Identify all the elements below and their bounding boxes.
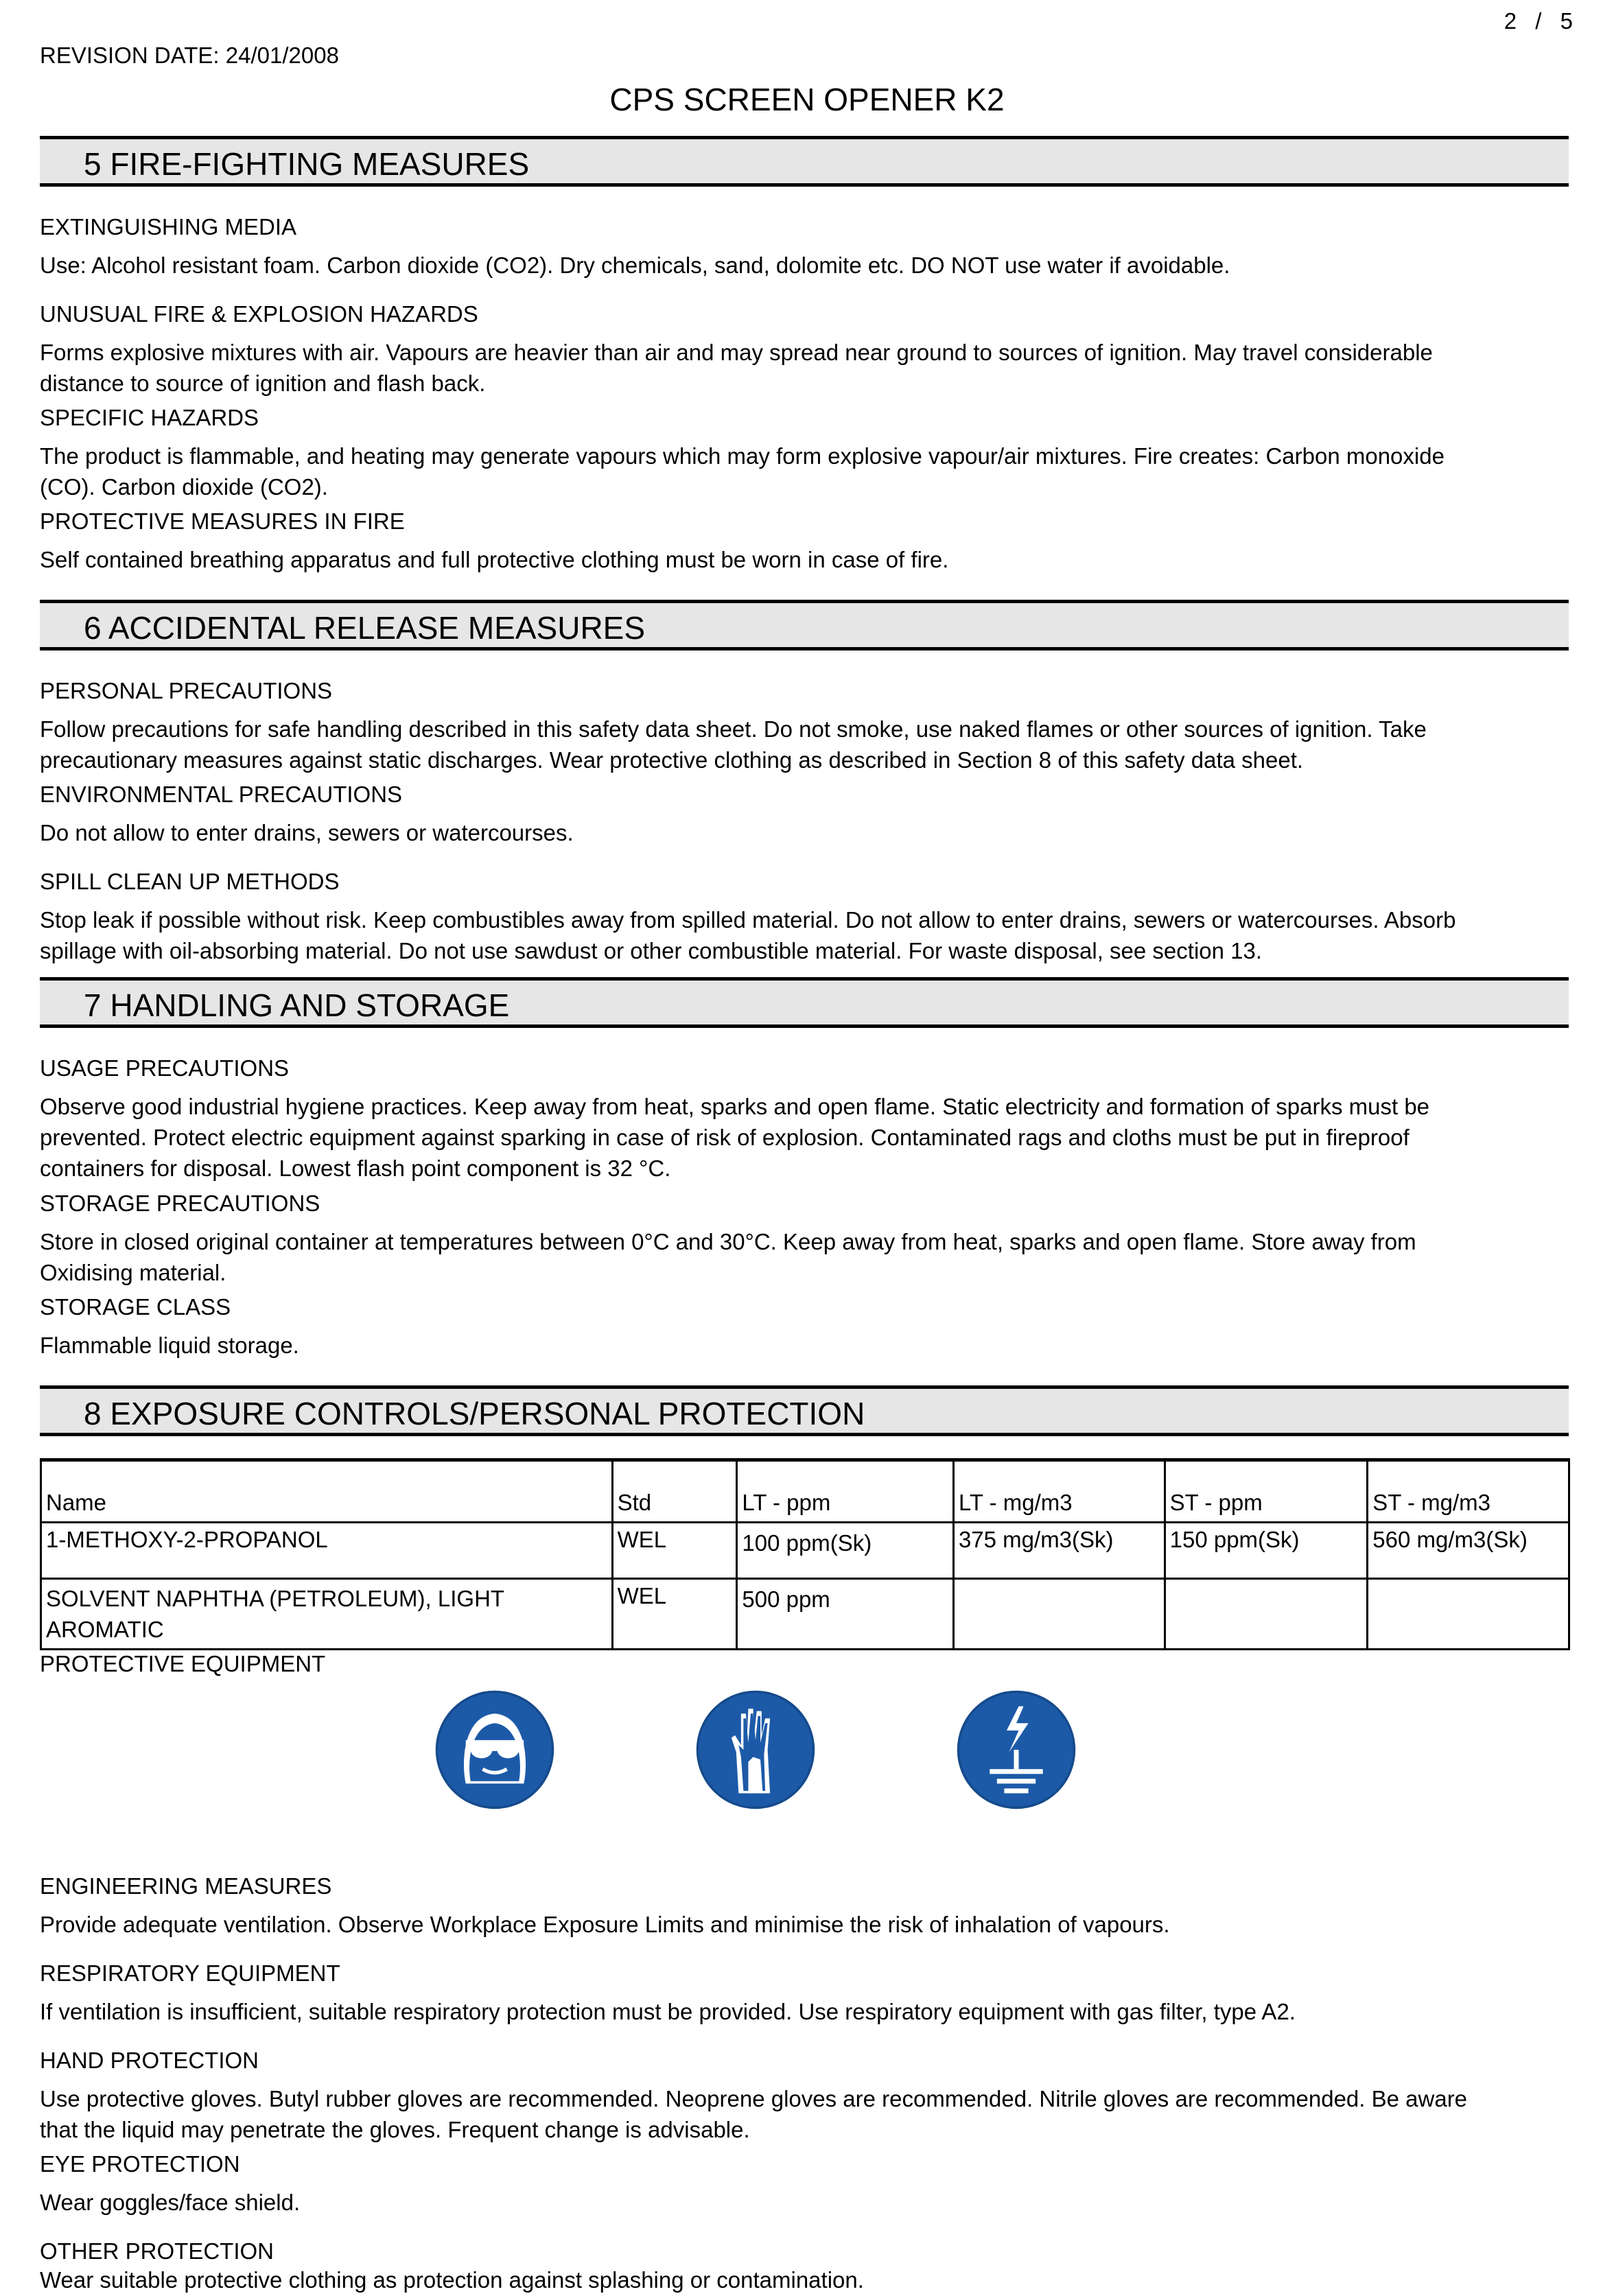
spill-cleanup-text: Stop leak if possible without risk. Keep combustibles away from spilled material. Do not allow to enter drains, sewers or watercourses. Absorb spillage with oil-absorbing material. Do not use sawdust or other combustible material. For waste disposal, see section 13. [40,907,1456,963]
hand-protection-text: Use protective gloves. Butyl rubber gloves are recommended. Neoprene gloves are recommended. Nitrile gloves are recommended. Be aware that the liquid may penetrate the gloves. Frequent change is advisable. [40,2086,1468,2142]
unusual-hazards-text: Forms explosive mixtures with air. Vapours are heavier than air and may spread near ground to sources of ignition. May travel considerable distance to source of ignition and flash back. [40,340,1433,396]
table-cell [953,1579,1165,1650]
storage-precautions-text: Store in closed original container at temperatures between 0°C and 30°C. Keep away from heat, sparks and open flame. Store away from Oxidising material. [40,1229,1416,1285]
environmental-precautions-heading: ENVIRONMENTAL PRECAUTIONS [40,782,403,807]
page-number: 2 / 5 [1504,8,1573,34]
extinguishing-media-text: Use: Alcohol resistant foam. Carbon dioxide (CO2). Dry chemicals, sand, dolomite etc. DO NOT use water if avoidable. [40,253,1230,278]
col-lt-ppm-header: LT - ppm [737,1460,954,1523]
revision-date: REVISION DATE: 24/01/2008 [40,43,339,68]
environmental-precautions-text: Do not allow to enter drains, sewers or watercourses. [40,820,574,845]
product-title: CPS SCREEN OPENER K2 [609,82,1005,117]
section-7-header: 7 HANDLING AND STORAGE [40,977,1569,1028]
unusual-hazards-heading: UNUSUAL FIRE & EXPLOSION HAZARDS [40,301,478,327]
table-cell: SOLVENT NAPHTHA (PETROLEUM), LIGHT AROMATIC [41,1579,613,1650]
section-8-header: 8 EXPOSURE CONTROLS/PERSONAL PROTECTION [40,1385,1569,1436]
section-5-header: 5 FIRE-FIGHTING MEASURES [40,136,1569,187]
storage-class-heading: STORAGE CLASS [40,1294,231,1320]
table-cell: WEL [612,1523,737,1579]
protective-measures-text: Self contained breathing apparatus and full protective clothing must be worn in case of fire. [40,547,949,572]
usage-precautions-text: Observe good industrial hygiene practices. Keep away from heat, sparks and open flame. Static electricity and formation of sparks must be prevented. Protect electric equipment against sparking in case of risk of explosion. Contaminated rags and cloths must be put in fireproof containers for disposal. Lowest flash point component is 32 °C. [40,1094,1430,1181]
personal-precautions-heading: PERSONAL PRECAUTIONS [40,678,333,703]
table-cell [1165,1579,1368,1650]
specific-hazards-heading: SPECIFIC HAZARDS [40,405,259,430]
storage-precautions-heading: STORAGE PRECAUTIONS [40,1191,320,1216]
col-name-header: Name [41,1460,613,1523]
table-row [41,1523,1569,1579]
engineering-measures-text: Provide adequate ventilation. Observe Workplace Exposure Limits and minimise the risk of inhalation of vapours. [40,1912,1170,1937]
section-6-header: 6 ACCIDENTAL RELEASE MEASURES [40,600,1569,651]
table-cell: 150 ppm(Sk) [1165,1523,1368,1579]
col-st-ppm-header: ST - ppm [1165,1460,1368,1523]
extinguishing-media-heading: EXTINGUISHING MEDIA [40,214,297,239]
table-cell: 560 mg/m3(Sk) [1368,1523,1569,1579]
eye-protection-heading: EYE PROTECTION [40,2151,240,2177]
table-cell [1368,1579,1569,1650]
table-cell: 375 mg/m3(Sk) [953,1523,1165,1579]
other-protection-heading: OTHER PROTECTION [40,2238,274,2264]
col-lt-mgm3-header: LT - mg/m3 [953,1460,1165,1523]
table-cell: 500 ppm [737,1579,954,1650]
other-protection-text: Wear suitable protective clothing as protection against splashing or contamination. [40,2267,864,2293]
exposure-limits-table [40,1458,1570,1650]
eye-protection-text: Wear goggles/face shield. [40,2190,301,2215]
respiratory-equipment-text: If ventilation is insufficient, suitable respiratory protection must be provided. Use respiratory equipment with gas filter, type A2. [40,1999,1296,2024]
table-cell: 100 ppm(Sk) [737,1523,954,1579]
gloves-icon [695,1689,816,1810]
personal-precautions-text: Follow precautions for safe handling described in this safety data sheet. Do not smoke, use naked flames or other sources of ignition. Take precautionary measures against static discharges. Wear protective clothing as described in Section 8 of this safety data sheet. [40,716,1427,773]
protective-equipment-heading: PROTECTIVE EQUIPMENT [40,1651,326,1676]
table-cell: WEL [612,1579,737,1650]
table-header-row [41,1460,1569,1523]
spill-cleanup-heading: SPILL CLEAN UP METHODS [40,869,340,894]
respiratory-equipment-heading: RESPIRATORY EQUIPMENT [40,1960,340,1986]
col-std-header: Std [612,1460,737,1523]
storage-class-text: Flammable liquid storage. [40,1333,299,1358]
table-row [41,1579,1569,1650]
usage-precautions-heading: USAGE PRECAUTIONS [40,1055,290,1081]
engineering-measures-heading: ENGINEERING MEASURES [40,1873,332,1899]
protective-measures-heading: PROTECTIVE MEASURES IN FIRE [40,508,405,534]
specific-hazards-text: The product is flammable, and heating may generate vapours which may form explosive vapour/air mixtures. Fire creates: Carbon monoxide (CO). Carbon dioxide (CO2). [40,443,1445,500]
table-cell: 1-METHOXY-2-PROPANOL [41,1523,613,1579]
goggles-icon [434,1689,555,1810]
col-st-mgm3-header: ST - mg/m3 [1368,1460,1569,1523]
earthing-icon [956,1689,1077,1810]
hand-protection-heading: HAND PROTECTION [40,2048,259,2073]
